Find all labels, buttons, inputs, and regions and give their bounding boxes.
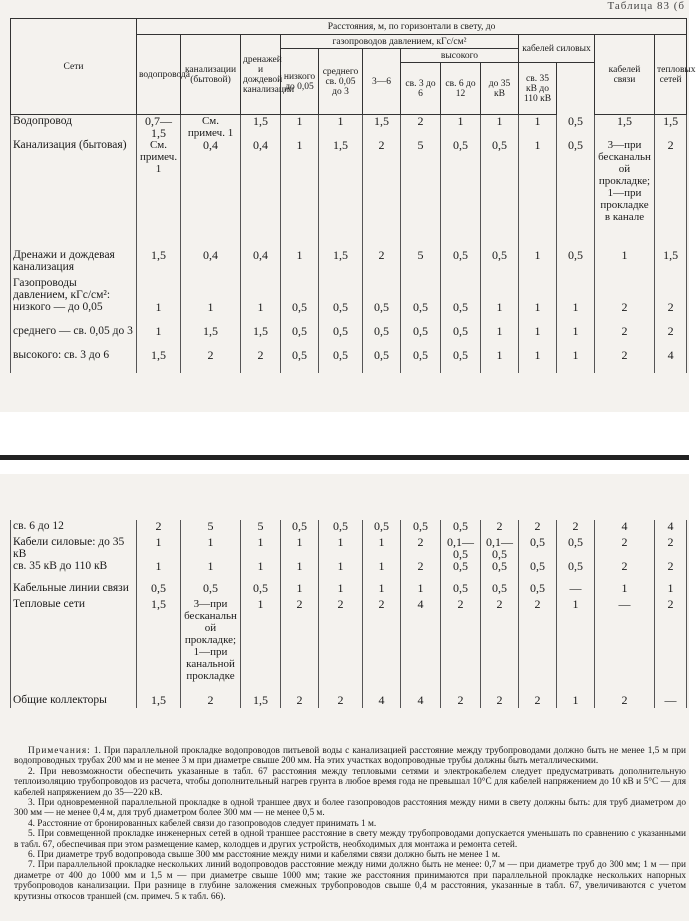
table-cell: 1,5 xyxy=(137,349,181,373)
table-cell: 1,5 xyxy=(595,115,655,140)
table-cell: 2 xyxy=(655,301,687,325)
table-cell: 0,5 xyxy=(181,582,241,598)
table-cell: 2 xyxy=(481,598,519,694)
table-cell: 0,5 xyxy=(557,139,595,249)
row-label: низкого — до 0,05 xyxy=(11,301,137,325)
table-cell: 1 xyxy=(363,536,401,560)
row-label: св. 35 кВ до 110 кВ xyxy=(11,560,137,582)
table-row xyxy=(11,560,687,582)
table-cell: 0,5 xyxy=(519,560,557,582)
table-cell: 1,5 xyxy=(137,694,181,708)
table-cell: 1 xyxy=(557,598,595,694)
table-row xyxy=(11,694,687,708)
table-cell: 1,5 xyxy=(655,249,687,277)
table-cell: 2 xyxy=(655,598,687,694)
table-row xyxy=(11,536,687,560)
col-header-heat: тепловых сетей xyxy=(655,35,687,115)
table-cell: 0,5 xyxy=(319,520,363,536)
table-cell: 1 xyxy=(481,349,519,373)
col-header-cable-35: до 35 кВ xyxy=(481,63,519,115)
table-cell: 1 xyxy=(557,325,595,349)
table-cell: 0,5 xyxy=(401,520,441,536)
table-cell: 2 xyxy=(137,520,181,536)
table-cell xyxy=(519,277,557,301)
table-cell xyxy=(595,277,655,301)
table-cell: 2 xyxy=(401,115,441,140)
table-cell: 1 xyxy=(241,536,281,560)
table-part-1 xyxy=(0,0,696,412)
table-cell: 2 xyxy=(655,139,687,249)
row-label: Общие коллекторы xyxy=(11,694,137,708)
table-cell: 0,5 xyxy=(557,536,595,560)
table-cell xyxy=(655,277,687,301)
table-row xyxy=(11,115,687,140)
row-label: среднего — св. 0,05 до 3 xyxy=(11,325,137,349)
table-cell: 2 xyxy=(241,349,281,373)
table-cell: 5 xyxy=(401,139,441,249)
table-cell: 5 xyxy=(181,520,241,536)
table-cell: 1 xyxy=(481,325,519,349)
table-cell: 2 xyxy=(481,694,519,708)
note-2: 2. При невозможности обеспечить указанные в табл. 67 расстояния между тепловыми сетями и электрокабелем следует предусматривать дополнительную теплоизоляцию трубопроводов из расчета, чтобы дополнительный нагрев грунта в любое время года не превышал 10°С для кабелей напряжением до 10 кВ и 5°С — для кабелей напряжением до 35—220 кВ. xyxy=(14,766,686,798)
note-6: 6. При диаметре труб водопровода свыше 300 мм расстояние между ними и кабелями связи должно быть не менее 1 м. xyxy=(28,850,501,861)
col-header-gas-mid: среднего св. 0,05 до 3 xyxy=(319,49,363,115)
table-cell xyxy=(481,277,519,301)
table-cell: 0,5 xyxy=(481,139,519,249)
table-cell: 0,5 xyxy=(441,249,481,277)
table-cell: 1 xyxy=(181,301,241,325)
table-cell xyxy=(401,277,441,301)
row-label: Газопроводы давлением, кГс/см²: xyxy=(11,277,137,301)
table-cell: 2 xyxy=(281,598,319,694)
table-cell: 4 xyxy=(401,598,441,694)
table-cell: 0,1—0,5 xyxy=(441,536,481,560)
col-header-cable-110: св. 35 кВ до 110 кВ xyxy=(519,63,557,115)
table-cell: 1 xyxy=(481,301,519,325)
table-cell: 2 xyxy=(441,694,481,708)
table-cell: 1 xyxy=(363,560,401,582)
table-cell: 3—при бесканальной прокладке; 1—при прокладке в канале xyxy=(595,139,655,249)
table-row xyxy=(11,277,687,301)
table-cell: 0,5 xyxy=(441,301,481,325)
table-cell: 1 xyxy=(519,301,557,325)
table-cell: 1 xyxy=(319,536,363,560)
table-cell: 1,5 xyxy=(241,115,281,140)
table-cell: 2 xyxy=(655,325,687,349)
table-cell xyxy=(363,277,401,301)
col-header-comm: кабелей связи xyxy=(595,35,655,115)
table-cell: 4 xyxy=(655,349,687,373)
table-row xyxy=(11,301,687,325)
row-label: Дренажи и дождевая канализация xyxy=(11,249,137,277)
table-cell: 0,5 xyxy=(363,349,401,373)
row-label: св. 6 до 12 xyxy=(11,520,137,536)
table-cell: 1 xyxy=(241,301,281,325)
table-cell: 2 xyxy=(595,536,655,560)
table-cell: 2 xyxy=(363,139,401,249)
table-cell: 1 xyxy=(181,560,241,582)
table-cell: 1,5 xyxy=(363,115,401,140)
table-cell: 1,5 xyxy=(137,249,181,277)
table-cell: 4 xyxy=(401,694,441,708)
table-cell: 0,5 xyxy=(319,349,363,373)
table-cell: 0,1—0,5 xyxy=(481,536,519,560)
col-header-gas-high-6-12: св. 6 до 12 xyxy=(441,63,481,115)
page-gap xyxy=(0,412,689,474)
header-gas-high: высокого xyxy=(401,49,519,63)
table-cell: 1 xyxy=(595,582,655,598)
table-cell: 1 xyxy=(557,301,595,325)
table-cell: 2 xyxy=(481,520,519,536)
table-cell: 1 xyxy=(181,536,241,560)
table-cell: 2 xyxy=(595,560,655,582)
note-7: 7. При параллельной прокладке нескольких линий водопроводов расстояние между ними должно быть не менее: 0,7 м — при диаметре труб до 300 мм; 1 м — при диаметре от 400 до 1000 мм и 1,5 м — при диаметре свыше 1000 мм; такие же расстояния принимаются при параллельной прокладке нескольких напорных трубопроводов канализации. При разнице в глубине заложения смежных трубопроводов свыше 0,4 м расстояния, указанные в табл. 67, увеличиваются с учетом крутизны откосов траншей (см. примеч. 5 к табл. 66). xyxy=(14,860,686,902)
table-cell: 0,5 xyxy=(401,349,441,373)
table-cell: 0,5 xyxy=(557,115,595,140)
col-header-networks: Сети xyxy=(11,19,137,115)
row-label: высокого: св. 3 до 6 xyxy=(11,349,137,373)
col-header-gas-high-3-6: св. 3 до 6 xyxy=(401,63,441,115)
table-cell xyxy=(137,277,181,301)
table-cell: 0,5 xyxy=(281,349,319,373)
table-cell: 0,5 xyxy=(319,301,363,325)
table-cell xyxy=(181,277,241,301)
row-label: Канализация (бытовая) xyxy=(11,139,137,249)
table-cell: 2 xyxy=(281,694,319,708)
table-cell: 0,5 xyxy=(441,560,481,582)
table-cell: 1 xyxy=(519,249,557,277)
row-label: Водопровод xyxy=(11,115,137,140)
table-cell: 2 xyxy=(401,536,441,560)
table-cell: 0,5 xyxy=(481,560,519,582)
header-gas: газопроводов давлением, кГс/см² xyxy=(281,35,519,49)
table-cell: 1 xyxy=(481,115,519,140)
table-cell: 1 xyxy=(595,249,655,277)
table-cell: 0,5 xyxy=(519,536,557,560)
table-cell: 1 xyxy=(241,598,281,694)
table-cell: 2 xyxy=(181,694,241,708)
table-cell: 0,5 xyxy=(319,325,363,349)
table-cell: 1 xyxy=(281,582,319,598)
table-cell: 1 xyxy=(137,536,181,560)
table-cell: 1 xyxy=(655,582,687,598)
table-cell xyxy=(319,277,363,301)
table-cell: 2 xyxy=(319,694,363,708)
table-cell: 0,4 xyxy=(181,249,241,277)
table-row xyxy=(11,325,687,349)
table-cell: 2 xyxy=(441,598,481,694)
row-label: Кабельные линии связи xyxy=(11,582,137,598)
table-cell: 0,5 xyxy=(441,520,481,536)
table-cell: 1,5 xyxy=(319,249,363,277)
table-caption: Таблица 83 (б xyxy=(607,0,685,12)
note-4: 4. Расстояние от бронированных кабелей связи до газопроводов следует принимать 1 м. xyxy=(28,818,377,829)
table-row xyxy=(11,582,687,598)
table-cell: 1,5 xyxy=(241,694,281,708)
table-cell: 2 xyxy=(595,349,655,373)
table-cell: 0,5 xyxy=(441,139,481,249)
table-row xyxy=(11,249,687,277)
table-cell: 0,5 xyxy=(441,582,481,598)
table-cell: 4 xyxy=(363,694,401,708)
table-cell: 0,5 xyxy=(441,349,481,373)
table-cell: 0,7—1,5 xyxy=(137,115,181,140)
table-cell xyxy=(557,277,595,301)
table-cell: 2 xyxy=(595,325,655,349)
table-cell: 3—при бесканальной прокладке; 1—при канальной прокладке xyxy=(181,598,241,694)
table-row xyxy=(11,349,687,373)
table-cell: 0,5 xyxy=(281,325,319,349)
col-header-water: водопровода xyxy=(137,35,181,115)
table-cell: 0,4 xyxy=(181,139,241,249)
table-cell: 1 xyxy=(281,249,319,277)
table-cell: 1 xyxy=(441,115,481,140)
table-cell: 0,5 xyxy=(401,325,441,349)
table-row xyxy=(11,598,687,694)
table-row xyxy=(11,520,687,536)
table-cell: 5 xyxy=(241,520,281,536)
table-cell: 5 xyxy=(401,249,441,277)
table-row xyxy=(11,139,687,249)
table-part-2 xyxy=(0,474,689,921)
table-cell: 1 xyxy=(137,325,181,349)
table-cell: 1 xyxy=(319,115,363,140)
table-cell: 1,5 xyxy=(137,598,181,694)
table-cell: 0,5 xyxy=(481,249,519,277)
table-cell: 2 xyxy=(595,301,655,325)
table-cell: 0,5 xyxy=(241,582,281,598)
table-cell xyxy=(281,277,319,301)
table-cell: — xyxy=(557,582,595,598)
distances-table-bottom xyxy=(10,520,687,708)
table-cell: 1 xyxy=(519,115,557,140)
table-cell: 2 xyxy=(401,560,441,582)
table-cell: 0,5 xyxy=(557,249,595,277)
table-cell: 0,5 xyxy=(137,582,181,598)
table-cell: 0,5 xyxy=(363,520,401,536)
table-cell: 1 xyxy=(281,139,319,249)
table-cell: 1,5 xyxy=(655,115,687,140)
table-cell: 1 xyxy=(519,349,557,373)
table-cell: — xyxy=(655,694,687,708)
note-3: 3. При одновременной параллельной прокладке в одной траншее двух и более газопроводов расстояния между ними в свету должны быть: для труб диаметром до 300 мм — не менее 0,4 м, для труб диаметром более 300 мм — не менее 0,5 м. xyxy=(14,798,686,819)
table-cell: 1 xyxy=(401,582,441,598)
table-cell: 1 xyxy=(363,582,401,598)
header-cables: кабелей силовых xyxy=(519,35,595,63)
table-cell: 1 xyxy=(137,301,181,325)
table-cell: См. примеч. 1 xyxy=(181,115,241,140)
row-label: Тепловые сети xyxy=(11,598,137,694)
table-cell: См. примеч. 1 xyxy=(137,139,181,249)
table-cell: 2 xyxy=(519,694,557,708)
note-5: 5. При совмещенной прокладке инженерных сетей в одной траншее расстояние в свету между трубопроводами допускается уменьшать по сравнению с указанными в табл. 67, обеспечивая при этом размещение камер, колодцев и других устройств, необходимых для монтажа и ремонта сетей. xyxy=(14,829,686,850)
table-cell: 2 xyxy=(655,560,687,582)
table-cell: 0,5 xyxy=(363,325,401,349)
table-cell: 2 xyxy=(181,349,241,373)
table-cell: 0,4 xyxy=(241,139,281,249)
col-header-gas-3-6: 3—6 xyxy=(363,49,401,115)
distances-table-top xyxy=(10,18,696,373)
header-distance: Расстояния, м, по горизонтали в свету, до xyxy=(137,19,687,35)
table-cell xyxy=(441,277,481,301)
table-cell: 0,5 xyxy=(519,582,557,598)
table-cell: 1,5 xyxy=(241,325,281,349)
table-cell: 2 xyxy=(363,249,401,277)
table-cell xyxy=(241,277,281,301)
table-cell: 0,5 xyxy=(557,560,595,582)
table-cell: 1 xyxy=(137,560,181,582)
table-cell: 1 xyxy=(281,536,319,560)
table-cell: 0,4 xyxy=(241,249,281,277)
table-cell: 4 xyxy=(655,520,687,536)
table-cell: 1 xyxy=(319,560,363,582)
table-cell: 0,5 xyxy=(281,301,319,325)
col-header-gas-low: низкого до 0,05 xyxy=(281,49,319,115)
table-cell: 1 xyxy=(241,560,281,582)
table-cell: 1,5 xyxy=(319,139,363,249)
table-cell: 1,5 xyxy=(181,325,241,349)
table-cell: 0,5 xyxy=(401,301,441,325)
table-cell: 0,5 xyxy=(281,520,319,536)
table-cell: 2 xyxy=(363,598,401,694)
notes xyxy=(14,746,686,902)
table-cell: 4 xyxy=(595,520,655,536)
table-cell: 0,5 xyxy=(481,582,519,598)
col-header-sewer: канализации (бытовой) xyxy=(181,35,241,115)
table-cell: 0,5 xyxy=(363,301,401,325)
table-cell: 2 xyxy=(595,694,655,708)
row-label: Кабели силовые: до 35 кВ xyxy=(11,536,137,560)
table-cell: 2 xyxy=(557,520,595,536)
table-cell: 1 xyxy=(519,325,557,349)
col-header-drain: дренажей и дождевой канализации xyxy=(241,35,281,115)
table-cell: 1 xyxy=(281,560,319,582)
table-cell: — xyxy=(595,598,655,694)
note-1: Примечания: 1. При параллельной прокладке водопроводов питьевой воды с канализацией расстояние между трубопроводами должно быть не менее 1,5 м при водопроводных трубах 200 мм и не менее 3 м при диаметре свыше 200 мм. На этих участках водопроводные трубы должны быть металлическими. xyxy=(14,746,686,767)
table-cell: 0,5 xyxy=(441,325,481,349)
table-cell: 1 xyxy=(557,349,595,373)
table-cell: 2 xyxy=(519,520,557,536)
table-cell: 1 xyxy=(319,582,363,598)
table-cell: 1 xyxy=(281,115,319,140)
table-cell: 1 xyxy=(519,139,557,249)
table-cell: 2 xyxy=(519,598,557,694)
table-cell: 1 xyxy=(557,694,595,708)
table-cell: 2 xyxy=(319,598,363,694)
table-cell: 2 xyxy=(655,536,687,560)
